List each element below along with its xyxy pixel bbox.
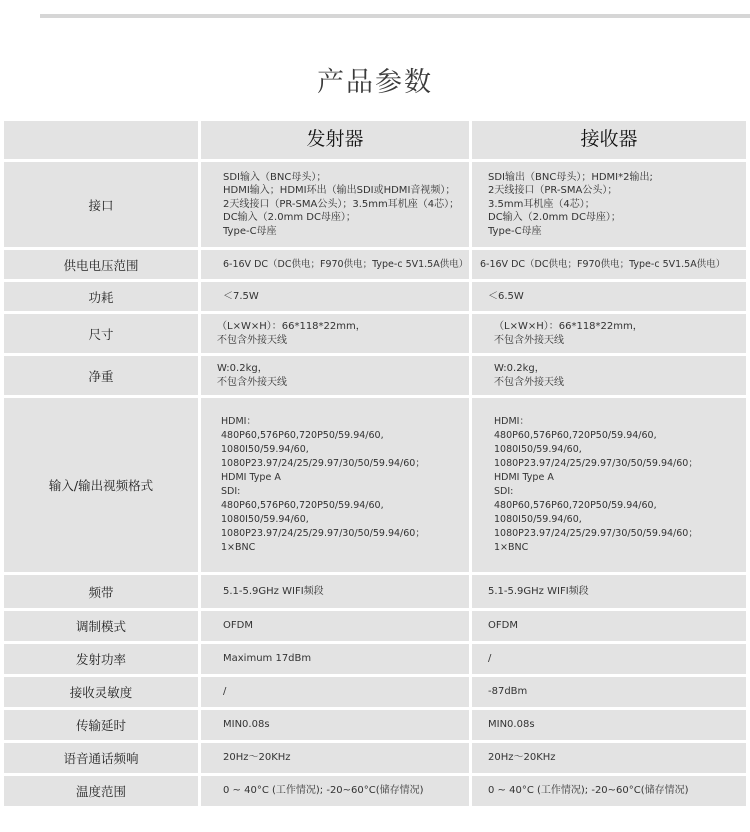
transmitter-value: ＜7.5W xyxy=(201,282,469,311)
row-label: 频带 xyxy=(4,575,198,608)
row-label: 语音通话频响 xyxy=(4,743,198,773)
receiver-value: MIN0.08s xyxy=(472,710,746,740)
table-row xyxy=(4,611,746,641)
receiver-value: 6-16V DC（DC供电；F970供电；Type-c 5V1.5A供电） xyxy=(472,250,746,279)
transmitter-value: MIN0.08s xyxy=(201,710,469,740)
table-row xyxy=(4,575,746,608)
row-label: 供电电压范围 xyxy=(4,250,198,279)
table-row xyxy=(4,356,746,395)
row-label: 传输延时 xyxy=(4,710,198,740)
table-row xyxy=(4,644,746,674)
receiver-value: 20Hz～20KHz xyxy=(472,743,746,773)
top-divider xyxy=(40,14,750,18)
row-label: 输入/输出视频格式 xyxy=(4,398,198,572)
table-row xyxy=(4,776,746,806)
header-blank xyxy=(4,121,198,159)
table-row xyxy=(4,743,746,773)
receiver-value: ＜6.5W xyxy=(472,282,746,311)
table-row xyxy=(4,282,746,311)
transmitter-value: （L×W×H）：66*118*22mm， 不包含外接天线 xyxy=(201,314,469,353)
receiver-value: OFDM xyxy=(472,611,746,641)
row-label: 尺寸 xyxy=(4,314,198,353)
table-row xyxy=(4,677,746,707)
transmitter-value: 0 ~ 40°C (工作情况); -20~60°C(储存情况) xyxy=(201,776,469,806)
transmitter-value: HDMI： 480P60,576P60,720P50/59.94/60, 1080I50/59.94/60, 1080P23.97/24/25/29.97/30/50/59.94/60； HDMI Type A SDI: 480P60,576P60,720P50/59.94/60, 1080I50/59.94/60, 1080P23.97/24/25/29.97/30/50/59.94/60； 1×BNC xyxy=(201,398,469,572)
transmitter-value: Maximum 17dBm xyxy=(201,644,469,674)
row-label: 功耗 xyxy=(4,282,198,311)
transmitter-value: 6-16V DC（DC供电；F970供电；Type-c 5V1.5A供电） xyxy=(201,250,469,279)
table-row xyxy=(4,710,746,740)
table-header xyxy=(4,121,746,159)
receiver-value: -87dBm xyxy=(472,677,746,707)
spec-table xyxy=(4,121,746,809)
table-row xyxy=(4,162,746,247)
row-label: 调制模式 xyxy=(4,611,198,641)
transmitter-value: W:0.2kg， 不包含外接天线 xyxy=(201,356,469,395)
row-label: 接收灵敏度 xyxy=(4,677,198,707)
receiver-value: / xyxy=(472,644,746,674)
row-label: 温度范围 xyxy=(4,776,198,806)
receiver-value: 0 ~ 40°C (工作情况); -20~60°C(储存情况) xyxy=(472,776,746,806)
receiver-value: 5.1-5.9GHz WIFI频段 xyxy=(472,575,746,608)
row-label: 接口 xyxy=(4,162,198,247)
transmitter-value: 20Hz～20KHz xyxy=(201,743,469,773)
table-row xyxy=(4,314,746,353)
receiver-value: W:0.2kg， 不包含外接天线 xyxy=(472,356,746,395)
page-title: 产品参数 xyxy=(317,67,433,98)
transmitter-value: OFDM xyxy=(201,611,469,641)
row-label: 发射功率 xyxy=(4,644,198,674)
transmitter-value: / xyxy=(201,677,469,707)
table-row xyxy=(4,250,746,279)
transmitter-value: 5.1-5.9GHz WIFI频段 xyxy=(201,575,469,608)
receiver-value: SDI输出（BNC母头）；HDMI*2输出; 2天线接口（PR-SMA公头）； 3.5mm耳机座（4芯）； DC输入（2.0mm DC母座）； Type-C母座 xyxy=(472,162,746,247)
table-row xyxy=(4,398,746,572)
row-label: 净重 xyxy=(4,356,198,395)
receiver-value: HDMI： 480P60,576P60,720P50/59.94/60, 1080I50/59.94/60, 1080P23.97/24/25/29.97/30/50/59.94/60； HDMI Type A SDI: 480P60,576P60,720P50/59.94/60, 1080I50/59.94/60, 1080P23.97/24/25/29.97/30/50/59.94/60； 1×BNC xyxy=(472,398,746,572)
header-receiver: 接收器 xyxy=(472,121,746,159)
header-transmitter: 发射器 xyxy=(201,121,469,159)
transmitter-value: SDI输入（BNC母头）； HDMI输入；HDMI环出（输出SDI或HDMI音视频）； 2天线接口（PR-SMA公头）；3.5mm耳机座（4芯）； DC输入（2.0mm DC母座）； Type-C母座 xyxy=(201,162,469,247)
receiver-value: （L×W×H）：66*118*22mm， 不包含外接天线 xyxy=(472,314,746,353)
